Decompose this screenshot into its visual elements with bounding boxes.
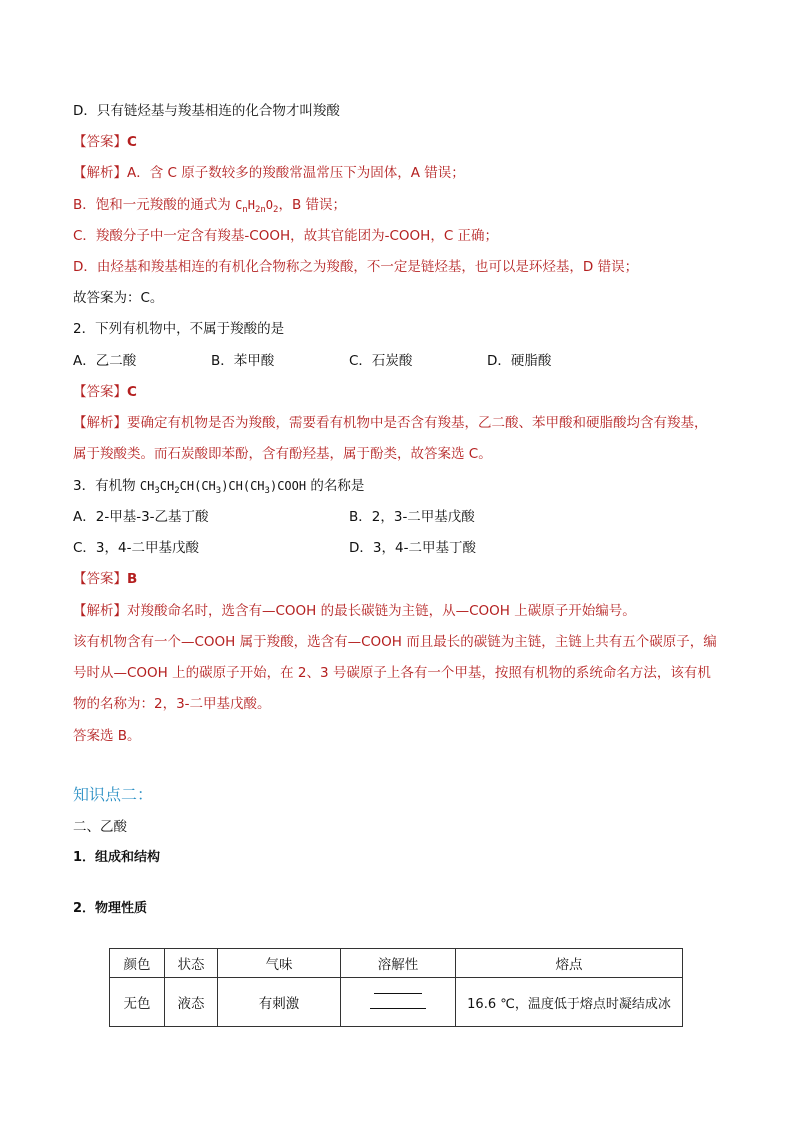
analysis-text: 对羧酸命名时，选含有—COOH 的最长碳链为主链，从—COOH 上碳原子开始编号。 bbox=[127, 603, 636, 619]
header-state: 状态 bbox=[165, 949, 218, 978]
cell-state: 液态 bbox=[165, 978, 218, 1027]
q3-stem bbox=[73, 477, 364, 495]
analysis-text: A．含 C 原子数较多的羧酸常温常压下为固体，A 错误； bbox=[127, 165, 465, 181]
answer-value: C bbox=[127, 384, 137, 400]
analysis-text: 要确定有机物是否为羧酸，需要看有机物中是否含有羧基，乙二酸、苯甲酸和硬脂酸均含有羧基， bbox=[127, 415, 708, 431]
answer-label: 【答案】 bbox=[73, 571, 127, 587]
q3-option-b: B．2，3-二甲基戊酸 bbox=[349, 509, 475, 525]
structural-formula: $CH_3CH_2CH(CH_3)CH(CH_3)COOH$ bbox=[139, 479, 307, 496]
cell-odor: 有刺激 bbox=[218, 978, 341, 1027]
q2-analysis-2: 属于羧酸类。而石炭酸即苯酚，含有酚羟基，属于酚类，故答案选 C。 bbox=[73, 446, 492, 462]
analysis-text: ，B 错误； bbox=[278, 197, 347, 213]
item-physical-properties: 2．物理性质 bbox=[73, 901, 148, 916]
q3-analysis-4: 物的名称为：2，3-二甲基戊酸。 bbox=[73, 696, 271, 712]
q2-analysis-1 bbox=[73, 414, 708, 432]
q3-option-d: D．3，4-二甲基丁酸 bbox=[349, 540, 476, 556]
q2-option-a: A．乙二酸 bbox=[73, 353, 137, 369]
header-solubility: 溶解性 bbox=[341, 949, 456, 978]
stem-text: 的名称是 bbox=[306, 478, 365, 494]
section-subheading: 二、乙酸 bbox=[73, 819, 127, 835]
q3-option-c: C．3，4-二甲基戊酸 bbox=[73, 540, 199, 556]
analysis-label: 【解析】 bbox=[73, 415, 127, 431]
fill-in-blank bbox=[370, 987, 426, 1013]
q1-conclusion: 故答案为：C。 bbox=[73, 290, 164, 306]
answer-value: B bbox=[127, 571, 138, 587]
q1-option-d: D．只有链烃基与羧基相连的化合物才叫羧酸 bbox=[73, 103, 340, 119]
q3-analysis-3: 号时从—COOH 上的碳原子开始，在 2、3 号碳原子上各有一个甲基，按照有机物的系统命名方法，该有机 bbox=[73, 665, 711, 681]
cell-color: 无色 bbox=[110, 978, 165, 1027]
general-formula: $C_nH_{2n}O_2$ bbox=[235, 198, 279, 215]
q2-answer bbox=[73, 383, 137, 401]
answer-label: 【答案】 bbox=[73, 384, 127, 400]
stem-text: 3．有机物 bbox=[73, 478, 140, 494]
q3-conclusion: 答案选 B。 bbox=[73, 728, 141, 744]
analysis-label: 【解析】 bbox=[73, 165, 127, 181]
section-heading: 知识点二： bbox=[73, 785, 154, 804]
q2-option-d: D．硬脂酸 bbox=[487, 353, 552, 369]
cell-solubility bbox=[341, 978, 456, 1027]
q3-analysis-1 bbox=[73, 602, 636, 620]
q2-stem: 2．下列有机物中，不属于羧酸的是 bbox=[73, 321, 285, 337]
answer-label: 【答案】 bbox=[73, 134, 127, 150]
cell-melting-point: 16.6 ℃，温度低于熔点时凝结成冰 bbox=[456, 978, 683, 1027]
table-row bbox=[110, 978, 683, 1027]
q3-option-a: A．2-甲基-3-乙基丁酸 bbox=[73, 509, 209, 525]
q1-analysis-b bbox=[73, 196, 346, 214]
physical-properties-table bbox=[109, 948, 683, 1027]
header-odor: 气味 bbox=[218, 949, 341, 978]
q2-option-b: B．苯甲酸 bbox=[211, 353, 275, 369]
header-color: 颜色 bbox=[110, 949, 165, 978]
answer-value: C bbox=[127, 134, 137, 150]
q1-analysis-a bbox=[73, 164, 465, 182]
q3-analysis-2: 该有机物含有一个—COOH 属于羧酸，选含有—COOH 而且最长的碳链为主链，主链上共有五个碳原子，编 bbox=[73, 634, 717, 650]
header-melting-point: 熔点 bbox=[456, 949, 683, 978]
q1-analysis-c: C．羧酸分子中一定含有羧基-COOH，故其官能团为-COOH，C 正确； bbox=[73, 228, 499, 244]
q3-answer bbox=[73, 570, 137, 588]
analysis-label: 【解析】 bbox=[73, 603, 127, 619]
q1-analysis-d: D．由烃基和羧基相连的有机化合物称之为羧酸，不一定是链烃基，也可以是环烃基，D 错误； bbox=[73, 259, 639, 275]
q1-answer bbox=[73, 133, 137, 151]
q2-option-c: C．石炭酸 bbox=[349, 353, 413, 369]
analysis-text: B．饱和一元羧酸的通式为 bbox=[73, 197, 236, 213]
item-composition-structure: 1．组成和结构 bbox=[73, 850, 161, 865]
table-header-row bbox=[110, 949, 683, 978]
